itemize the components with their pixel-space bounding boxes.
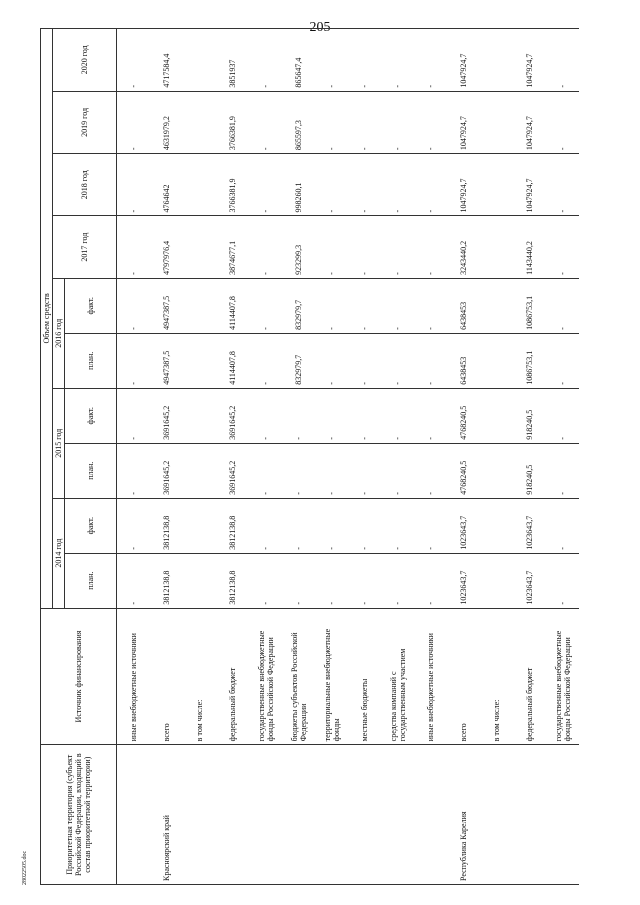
value-cell: - <box>315 29 348 92</box>
table-row <box>183 29 216 885</box>
value-cell: - <box>249 443 282 498</box>
table-row <box>513 29 546 885</box>
value-cell: 832979,7 <box>282 278 315 333</box>
value-cell: - <box>249 216 282 278</box>
source-cell: федеральный бюджет <box>216 608 249 745</box>
territory-cell <box>249 745 282 885</box>
value-cell: 4114407,8 <box>216 278 249 333</box>
value-cell: - <box>414 498 447 553</box>
value-cell: - <box>282 388 315 443</box>
value-cell: 918240,5 <box>513 443 546 498</box>
value-cell <box>183 29 216 92</box>
value-cell <box>183 498 216 553</box>
value-cell: 3766381,9 <box>216 91 249 153</box>
header-2015: 2015 год <box>53 388 65 498</box>
table-row <box>414 29 447 885</box>
header-2018: 2018 год <box>53 154 117 216</box>
value-cell: - <box>249 498 282 553</box>
value-cell: - <box>414 29 447 92</box>
value-cell: - <box>249 91 282 153</box>
value-cell: 4947387,5 <box>150 333 183 388</box>
value-cell <box>183 91 216 153</box>
value-cell: - <box>282 498 315 553</box>
value-cell: - <box>414 388 447 443</box>
value-cell: - <box>546 216 579 278</box>
header-2014-plan: план. <box>65 553 117 608</box>
value-cell: - <box>348 388 381 443</box>
value-cell: - <box>381 29 414 92</box>
value-cell: 3691645,2 <box>216 443 249 498</box>
value-cell: - <box>117 498 151 553</box>
value-cell: - <box>117 91 151 153</box>
value-cell: 3874677,1 <box>216 216 249 278</box>
value-cell: - <box>546 29 579 92</box>
value-cell: 832979,7 <box>282 333 315 388</box>
source-cell: территориальные внебюджетные фонды <box>315 608 348 745</box>
value-cell: 1047924,7 <box>513 91 546 153</box>
value-cell: - <box>249 388 282 443</box>
value-cell: - <box>117 443 151 498</box>
value-cell: 865597,3 <box>282 91 315 153</box>
source-cell: в том числе: <box>480 608 513 745</box>
value-cell: - <box>117 553 151 608</box>
territory-cell: Республика Карелия <box>447 745 480 885</box>
table-row <box>216 29 249 885</box>
value-cell: - <box>117 216 151 278</box>
value-cell: - <box>315 91 348 153</box>
value-cell: - <box>315 216 348 278</box>
table-row <box>348 29 381 885</box>
value-cell: - <box>546 278 579 333</box>
value-cell: - <box>546 553 579 608</box>
header-2014-fact: факт. <box>65 498 117 553</box>
value-cell: - <box>546 388 579 443</box>
value-cell: 1047924,7 <box>447 154 480 216</box>
value-cell: - <box>546 333 579 388</box>
territory-cell <box>282 745 315 885</box>
value-cell: - <box>315 388 348 443</box>
header-source: Источник финансирования <box>41 608 117 745</box>
value-cell: - <box>348 333 381 388</box>
value-cell: - <box>381 498 414 553</box>
value-cell: 3812138,8 <box>150 498 183 553</box>
value-cell: - <box>315 443 348 498</box>
value-cell: 3812138,8 <box>216 498 249 553</box>
value-cell: 6438453 <box>447 278 480 333</box>
page-number: 205 <box>309 20 331 35</box>
value-cell: - <box>249 278 282 333</box>
header-2014: 2014 год <box>53 498 65 608</box>
value-cell: - <box>117 278 151 333</box>
value-cell: - <box>414 154 447 216</box>
value-cell: - <box>414 216 447 278</box>
value-cell <box>183 553 216 608</box>
table-header <box>41 29 117 885</box>
value-cell: - <box>249 29 282 92</box>
source-cell: бюджеты субъектов Российской Федерации <box>282 608 315 745</box>
value-cell: 1086753,1 <box>513 333 546 388</box>
header-2020: 2020 год <box>53 29 117 92</box>
value-cell: 6438453 <box>447 333 480 388</box>
funding-table <box>40 28 579 885</box>
value-cell: - <box>117 154 151 216</box>
value-cell: 3243440,2 <box>447 216 480 278</box>
header-2016: 2016 год <box>53 278 65 388</box>
value-cell: 1047924,7 <box>447 29 480 92</box>
value-cell <box>480 333 513 388</box>
value-cell: - <box>315 498 348 553</box>
value-cell <box>183 388 216 443</box>
value-cell: - <box>315 553 348 608</box>
value-cell <box>480 29 513 92</box>
value-cell: - <box>546 154 579 216</box>
value-cell: 3691645,2 <box>150 388 183 443</box>
value-cell: - <box>117 388 151 443</box>
source-cell: государственные внебюджетные фонды Российской Федерации <box>546 608 579 745</box>
source-cell: федеральный бюджет <box>513 608 546 745</box>
table-row <box>381 29 414 885</box>
territory-cell <box>183 745 216 885</box>
table-row <box>447 29 480 885</box>
table-row <box>315 29 348 885</box>
value-cell: 4797976,4 <box>150 216 183 278</box>
value-cell: 3812138,8 <box>150 553 183 608</box>
value-cell: 1047924,7 <box>513 154 546 216</box>
value-cell: 918240,5 <box>513 388 546 443</box>
value-cell: 4768240,5 <box>447 443 480 498</box>
value-cell: - <box>348 443 381 498</box>
value-cell: 1047924,7 <box>447 91 480 153</box>
value-cell: - <box>117 29 151 92</box>
value-cell <box>480 498 513 553</box>
value-cell <box>480 91 513 153</box>
table-row <box>150 29 183 885</box>
table-row <box>282 29 315 885</box>
value-cell: 4114407,8 <box>216 333 249 388</box>
value-cell <box>183 443 216 498</box>
value-cell: 4947387,5 <box>150 278 183 333</box>
value-cell: - <box>414 333 447 388</box>
value-cell: 4764642 <box>150 154 183 216</box>
territory-cell <box>546 745 579 885</box>
table-row <box>480 29 513 885</box>
value-cell: - <box>249 154 282 216</box>
value-cell <box>480 443 513 498</box>
value-cell: - <box>546 91 579 153</box>
value-cell: - <box>348 29 381 92</box>
document-id: 28022505.doc <box>22 850 28 885</box>
value-cell: - <box>315 278 348 333</box>
value-cell: 1023643,7 <box>513 498 546 553</box>
value-cell <box>480 154 513 216</box>
value-cell: 1023643,7 <box>447 553 480 608</box>
value-cell: 3691645,2 <box>216 388 249 443</box>
value-cell: - <box>348 498 381 553</box>
value-cell: 1023643,7 <box>513 553 546 608</box>
value-cell: 4768240,5 <box>447 388 480 443</box>
value-cell: - <box>414 553 447 608</box>
value-cell: - <box>414 91 447 153</box>
value-cell: 4717584,4 <box>150 29 183 92</box>
value-cell <box>480 388 513 443</box>
value-cell: 1023643,7 <box>447 498 480 553</box>
territory-cell: Красноярский край <box>150 745 183 885</box>
territory-cell <box>117 745 151 885</box>
value-cell: - <box>249 333 282 388</box>
value-cell: 923299,3 <box>282 216 315 278</box>
value-cell: - <box>381 278 414 333</box>
value-cell: 3691645,2 <box>150 443 183 498</box>
header-2015-plan: план. <box>65 443 117 498</box>
value-cell: - <box>381 154 414 216</box>
territory-cell <box>348 745 381 885</box>
value-cell: - <box>381 388 414 443</box>
value-cell: - <box>381 91 414 153</box>
value-cell <box>183 333 216 388</box>
value-cell: - <box>381 333 414 388</box>
territory-cell <box>414 745 447 885</box>
value-cell: - <box>381 216 414 278</box>
source-cell: всего <box>447 608 480 745</box>
source-cell: иные внебюджетные источники <box>414 608 447 745</box>
table-row <box>249 29 282 885</box>
value-cell: 4631979,2 <box>150 91 183 153</box>
value-cell <box>183 278 216 333</box>
value-cell: - <box>348 91 381 153</box>
value-cell: - <box>117 333 151 388</box>
territory-cell <box>480 745 513 885</box>
table-body <box>117 29 580 885</box>
value-cell: 3766381,9 <box>216 154 249 216</box>
table-row <box>546 29 579 885</box>
header-2017: 2017 год <box>53 216 117 278</box>
value-cell: - <box>348 154 381 216</box>
value-cell: - <box>282 443 315 498</box>
value-cell <box>480 216 513 278</box>
value-cell: 3851937 <box>216 29 249 92</box>
value-cell: - <box>249 553 282 608</box>
rotated-table-container <box>40 28 616 885</box>
source-cell: иные внебюджетные источники <box>117 608 151 745</box>
value-cell <box>183 154 216 216</box>
table-row <box>117 29 151 885</box>
value-cell: 865647,4 <box>282 29 315 92</box>
value-cell <box>480 278 513 333</box>
source-cell: средства компаний с государственным участием <box>381 608 414 745</box>
header-territory: Приоритетная территория (субъект Российской Федерации, входящий в состав приоритетной территории) <box>41 745 117 885</box>
value-cell: - <box>381 443 414 498</box>
value-cell: - <box>282 553 315 608</box>
value-cell: - <box>348 216 381 278</box>
header-volume: Объем средств <box>41 29 53 609</box>
territory-cell <box>513 745 546 885</box>
header-2019: 2019 год <box>53 91 117 153</box>
value-cell: - <box>414 443 447 498</box>
territory-cell <box>381 745 414 885</box>
source-cell: государственные внебюджетные фонды Российской Федерации <box>249 608 282 745</box>
value-cell: - <box>546 443 579 498</box>
source-cell: всего <box>150 608 183 745</box>
value-cell: - <box>315 333 348 388</box>
value-cell: 1086753,1 <box>513 278 546 333</box>
value-cell: 3812138,8 <box>216 553 249 608</box>
value-cell: 998260,1 <box>282 154 315 216</box>
header-2015-fact: факт. <box>65 388 117 443</box>
value-cell <box>183 216 216 278</box>
source-cell: местные бюджеты <box>348 608 381 745</box>
value-cell <box>480 553 513 608</box>
territory-cell <box>216 745 249 885</box>
territory-cell <box>315 745 348 885</box>
value-cell: - <box>414 278 447 333</box>
value-cell: 1143440,2 <box>513 216 546 278</box>
value-cell: 1047924,7 <box>513 29 546 92</box>
value-cell: - <box>546 498 579 553</box>
value-cell: - <box>381 553 414 608</box>
value-cell: - <box>348 278 381 333</box>
source-cell: в том числе: <box>183 608 216 745</box>
value-cell: - <box>315 154 348 216</box>
value-cell: - <box>348 553 381 608</box>
header-2016-fact: факт. <box>65 278 117 333</box>
header-2016-plan: план. <box>65 333 117 388</box>
